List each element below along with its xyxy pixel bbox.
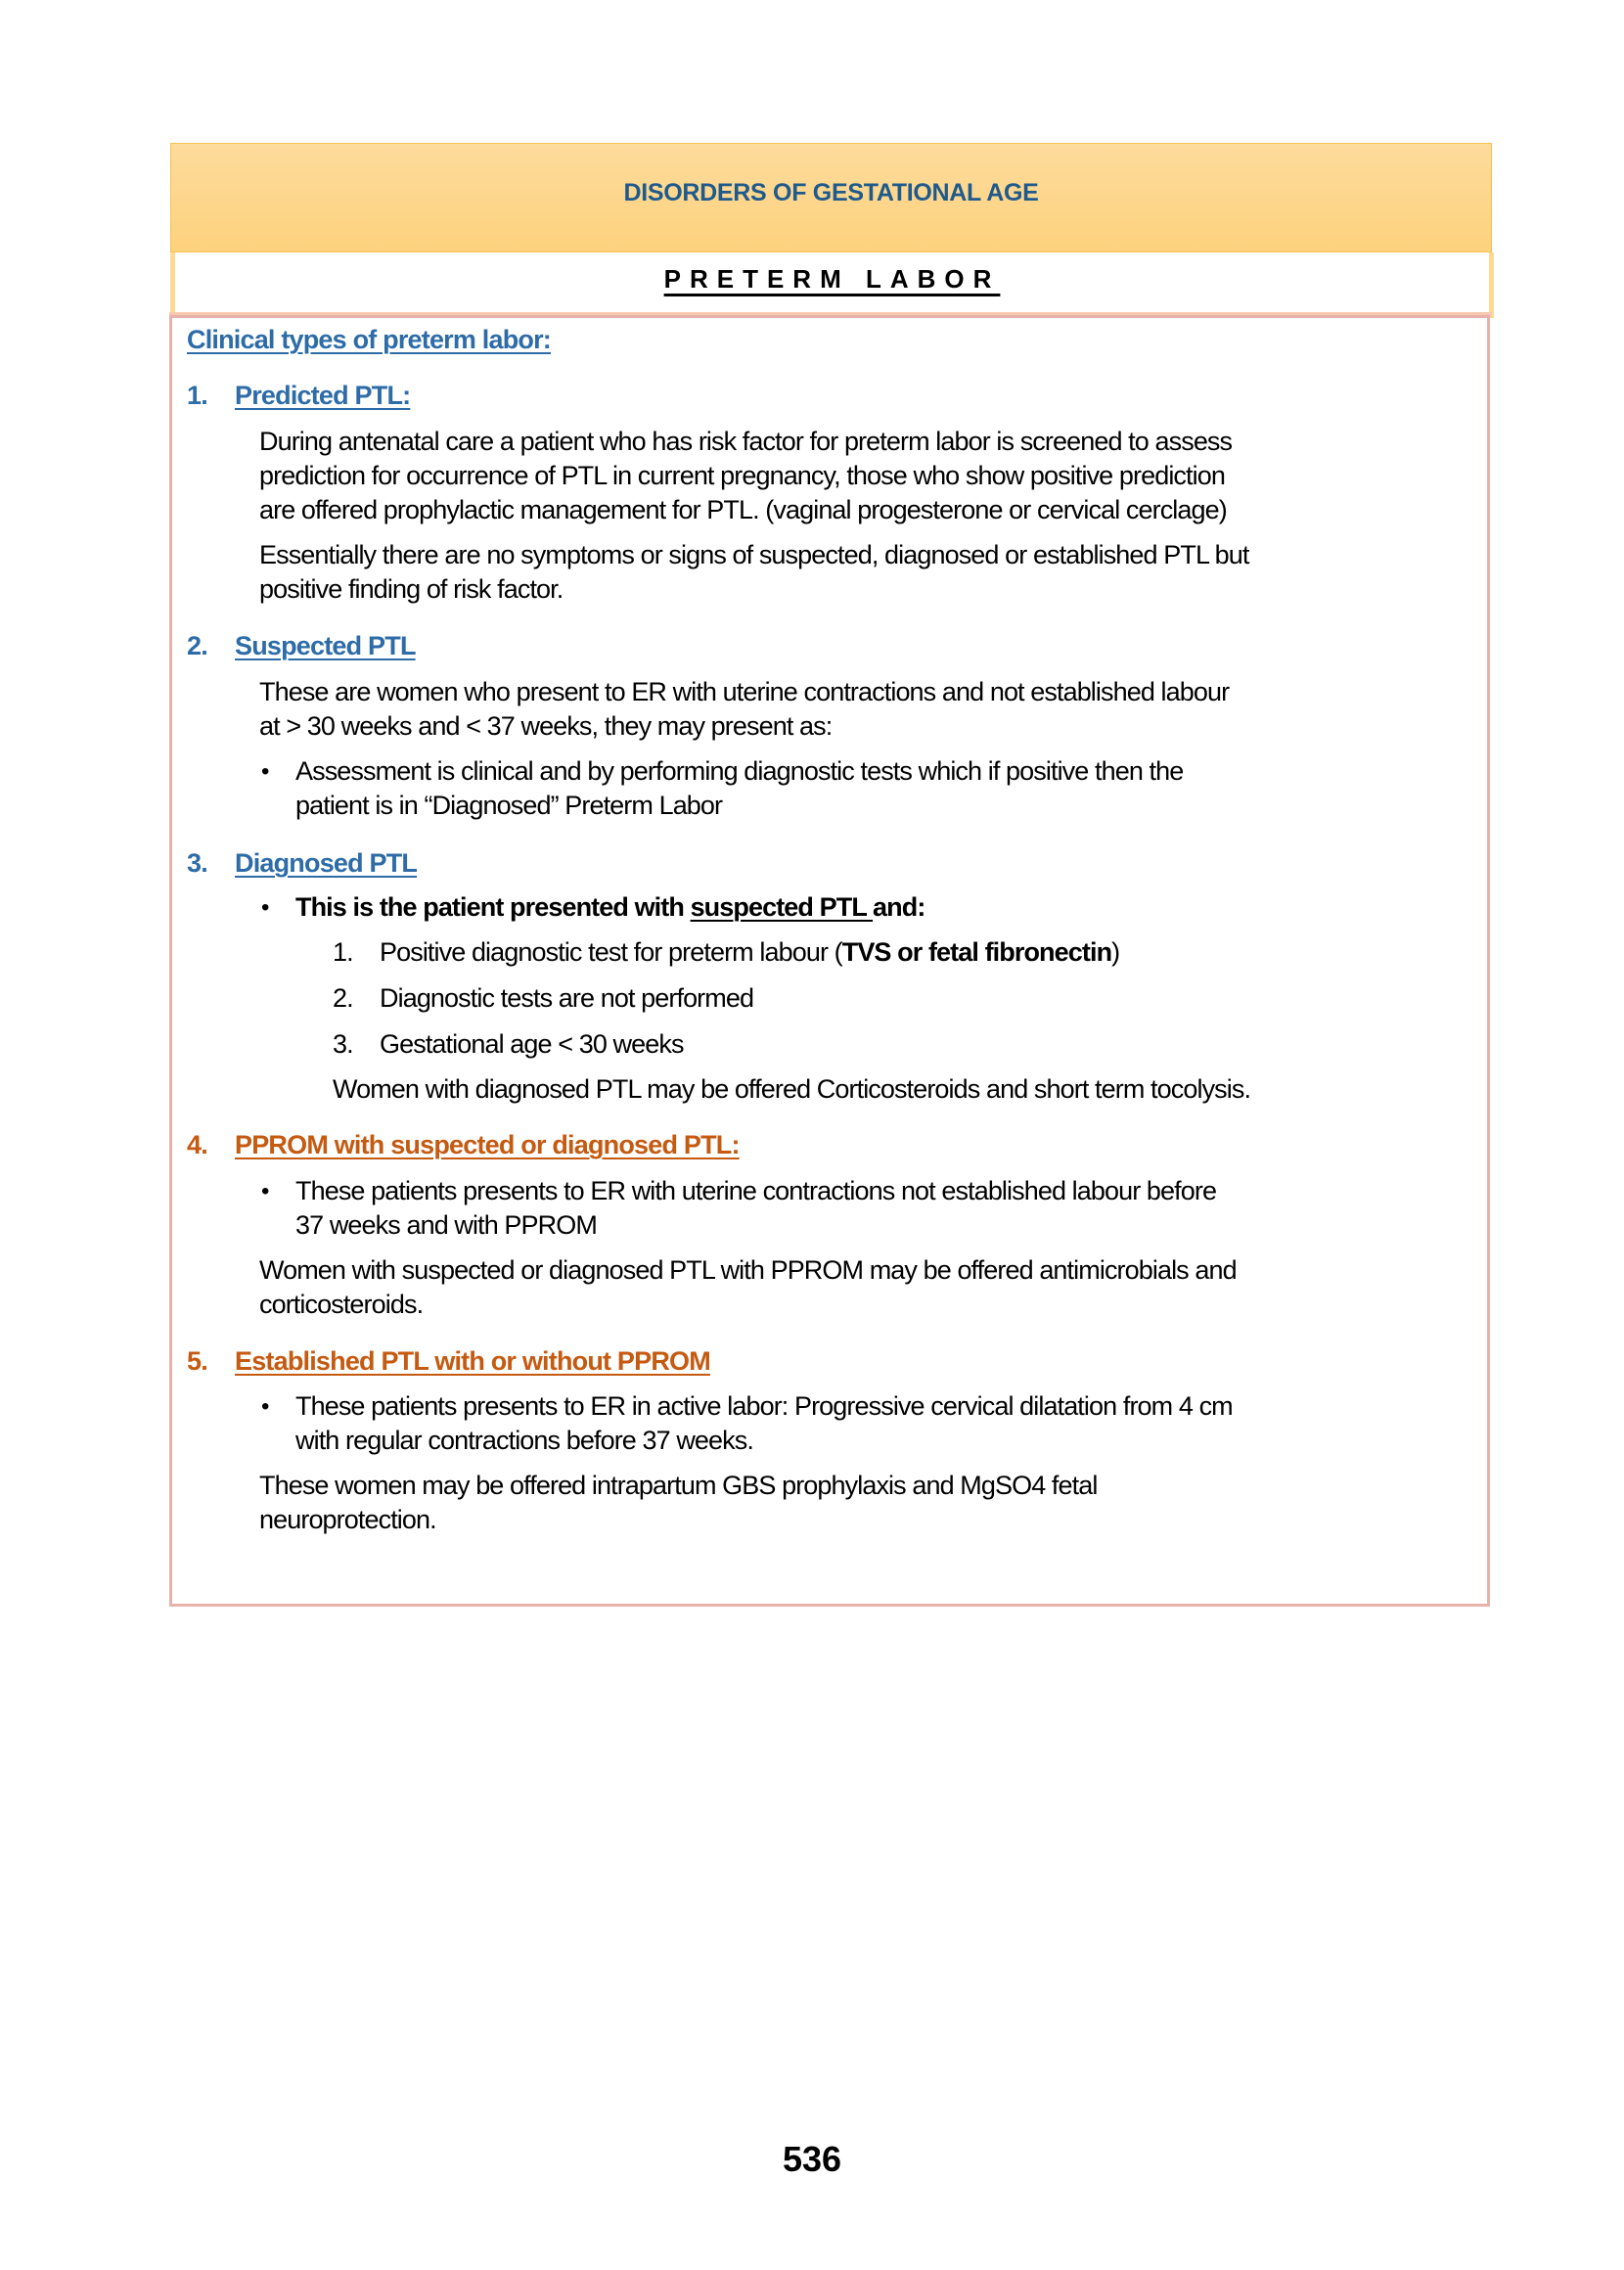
section-3-note: Women with diagnosed PTL may be offered Corticosteroids and short term tocolysis. xyxy=(333,1074,1251,1104)
bullet-text-suffix: and: xyxy=(873,892,925,922)
sub-item-text-bold: TVS or fetal fibronectin xyxy=(841,937,1112,967)
intro-heading: Clinical types of preterm labor: xyxy=(187,325,551,354)
bullet-icon: • xyxy=(261,894,270,921)
section-5-line: These women may be offered intrapartum GBS prophylaxis and MgSO4 fetal xyxy=(259,1471,1098,1500)
chapter-title: DISORDERS OF GESTATIONAL AGE xyxy=(623,179,1039,206)
section-4-line: corticosteroids. xyxy=(259,1290,424,1319)
bullet-text-prefix: This is the patient presented with xyxy=(295,892,691,922)
section-5-bullet-line: These patients presents to ER in active labor: Progressive cervical dilatation from 4 cm xyxy=(295,1391,1233,1421)
bullet-text-underlined: suspected PTL xyxy=(690,892,874,922)
section-2-bullet-line: Assessment is clinical and by performing diagnostic tests which if positive then the xyxy=(295,756,1184,786)
bullet-icon: • xyxy=(261,1178,270,1204)
section-2-bullet-line: patient is in “Diagnosed” Preterm Labor xyxy=(295,791,723,820)
sub-item-text-after: ) xyxy=(1111,937,1120,967)
section-4-line: Women with suspected or diagnosed PTL with PPROM may be offered antimicrobials and xyxy=(259,1255,1237,1285)
section-5-title: Established PTL with or without PPROM xyxy=(235,1346,710,1376)
section-1-line: Essentially there are no symptoms or signs of suspected, diagnosed or established PTL but xyxy=(259,540,1249,569)
section-4-title: PPROM with suspected or diagnosed PTL: xyxy=(235,1130,740,1159)
chapter-header xyxy=(170,143,1492,252)
sub-item-text: Diagnostic tests are not performed xyxy=(380,983,754,1013)
topic-title: PRETERM LABOR xyxy=(663,264,1001,294)
section-4-bullet-line: 37 weeks and with PPROM xyxy=(295,1210,597,1240)
sub-item-text: Gestational age < 30 weeks xyxy=(380,1029,684,1059)
section-1-title: Predicted PTL: xyxy=(235,381,411,410)
section-2-line: at > 30 weeks and < 37 weeks, they may present as: xyxy=(259,711,833,741)
section-2-number: 2. xyxy=(187,631,207,660)
section-1-line: are offered prophylactic management for PTL. (vaginal progesterone or cervical cerclage) xyxy=(259,495,1227,524)
page-number: 536 xyxy=(782,2139,842,2179)
bullet-icon: • xyxy=(261,758,270,785)
topic-header xyxy=(170,252,1494,318)
sub-item-text xyxy=(380,937,1119,968)
section-2-title: Suspected PTL xyxy=(235,631,416,660)
section-1-line: prediction for occurrence of PTL in current pregnancy, those who show positive prediction xyxy=(259,461,1225,490)
section-5-bullet-line: with regular contractions before 37 weeks. xyxy=(295,1426,753,1455)
section-3-bullet-line xyxy=(295,892,925,923)
section-1-line: positive finding of risk factor. xyxy=(259,574,564,604)
sub-item-number: 2. xyxy=(333,983,353,1013)
section-4-bullet-line: These patients presents to ER with uterine contractions not established labour before xyxy=(295,1176,1217,1205)
section-1-number: 1. xyxy=(187,381,207,410)
sub-item-text-plain: Positive diagnostic test for preterm labour ( xyxy=(380,937,842,967)
section-3-title: Diagnosed PTL xyxy=(235,848,418,878)
bullet-icon: • xyxy=(261,1393,270,1420)
sub-item-number: 1. xyxy=(333,937,353,967)
section-5-line: neuroprotection. xyxy=(259,1505,436,1534)
section-2-line: These are women who present to ER with uterine contractions and not established labour xyxy=(259,677,1230,706)
sub-item-number: 3. xyxy=(333,1029,353,1059)
section-4-number: 4. xyxy=(187,1130,207,1159)
section-5-number: 5. xyxy=(187,1346,207,1376)
section-3-number: 3. xyxy=(187,848,207,878)
section-1-line: During antenatal care a patient who has risk factor for preterm labor is screened to assess xyxy=(259,427,1233,456)
